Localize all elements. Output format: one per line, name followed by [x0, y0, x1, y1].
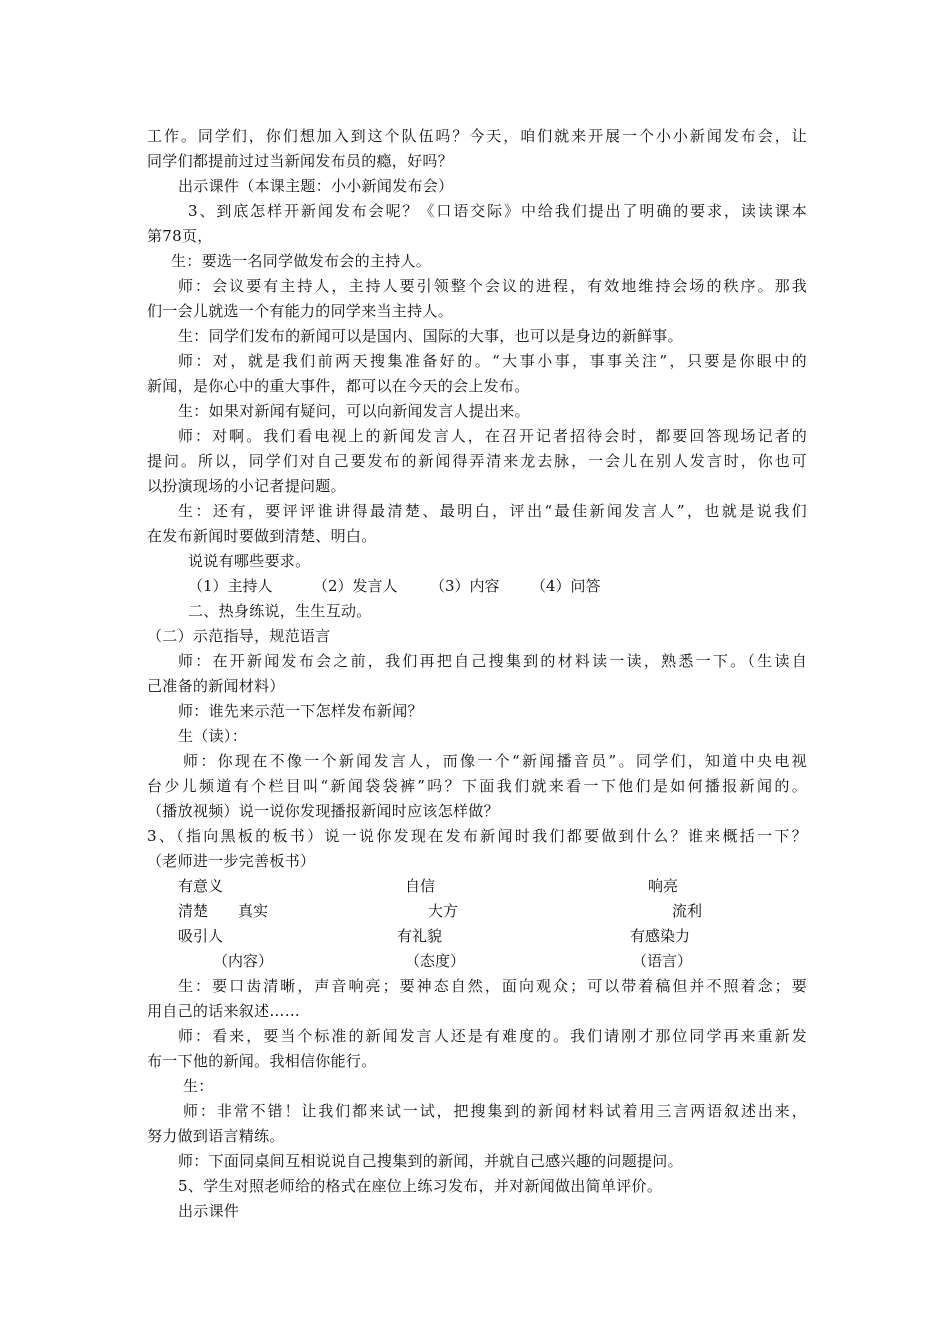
paragraph-line: 生：还有，要评评谁讲得最清楚、最明白，评出“最佳新闻发言人”，也就是说我们: [178, 502, 807, 520]
requirement-item: （3）内容: [430, 577, 500, 595]
paragraph-line: 以扮演现场的小记者提问题。: [147, 477, 346, 495]
paragraph-line: 师：下面同桌间互相说说自己搜集到的新闻，并就自己感兴趣的问题提问。: [178, 1152, 683, 1170]
paragraph-line: 3、到底怎样开新闻发布会呢？《口语交际》中给我们提出了明确的要求，读读课本: [188, 202, 807, 220]
paragraph-line: 生：: [183, 1077, 214, 1095]
paragraph-line: 师：会议要有主持人，主持人要引领整个会议的进程，有效地维持会场的秩序。那我: [178, 277, 807, 295]
paragraph-line: （播放视频）说一说你发现播报新闻时应该怎样做？: [147, 802, 499, 820]
board-category: （内容）: [213, 952, 274, 970]
paragraph-line: 生（读）：: [178, 727, 248, 745]
paragraph-line: 出示课件: [178, 1202, 240, 1220]
paragraph-line: 师：你现在不像一个新闻发言人，而像一个“新闻播音员”。同学们，知道中央电视: [183, 752, 807, 770]
paragraph-line: 师：对，就是我们前两天搜集准备好的。“大事小事，事事关注”，只要是你眼中的: [178, 352, 807, 370]
board-category: （态度）: [405, 952, 466, 970]
paragraph-line: 师：非常不错！让我们都来试一试，把搜集到的新闻材料试着用三言两语叙述出来，: [183, 1102, 807, 1120]
paragraph-line: 生：如果对新闻有疑问，可以向新闻发言人提出来。: [178, 402, 530, 420]
paragraph-line: 生：同学们发布的新闻可以是国内、国际的大事，也可以是身边的新鲜事。: [178, 327, 683, 345]
paragraph-line: 师：谁先来示范一下怎样发布新闻？: [178, 702, 423, 720]
paragraph-line: 己准备的新闻材料）: [147, 677, 285, 695]
paragraph-line: 生：要选一名同学做发布会的主持人。: [171, 252, 432, 270]
board-word: 吸引人: [178, 927, 224, 945]
paragraph-line: 提问。所以，同学们对自己要发布的新闻得弄清来龙去脉，一会儿在别人发言时，你也可: [147, 452, 807, 470]
paragraph-line: 台少儿频道有个栏目叫“新闻袋袋裤”吗？下面我们就来看一下他们是如何播报新闻的。: [147, 777, 807, 795]
requirement-item: （4）问答: [531, 577, 601, 595]
requirement-item: （1）主持人: [188, 577, 273, 595]
paragraph-line: （老师进一步完善板书）: [147, 852, 316, 870]
board-word: 大方: [428, 902, 459, 920]
paragraph-line: 5、学生对照老师给的格式在座位上练习发布，并对新闻做出简单评价。: [178, 1177, 663, 1195]
board-category: （语言）: [632, 952, 693, 970]
paragraph-line: 出示课件（本课主题：小小新闻发布会）: [178, 177, 454, 195]
paragraph-line: 生：要口齿清晰，声音响亮；要神态自然，面向观众；可以带着稿但并不照着念；要: [178, 977, 807, 995]
requirement-item: （2）发言人: [313, 577, 398, 595]
board-word: 有意义: [178, 877, 224, 895]
paragraph-line: 们一会儿就选一个有能力的同学来当主持人。: [147, 302, 454, 320]
paragraph-line: 布一下他的新闻。我相信你能行。: [147, 1052, 377, 1070]
section-heading: 二、热身练说，生生互动。: [188, 602, 372, 620]
board-word: 真实: [238, 902, 269, 920]
paragraph-line: 在发布新闻时要做到清楚、明白。: [147, 527, 377, 545]
paragraph-line: 师：对啊。我们看电视上的新闻发言人，在召开记者招待会时，都要回答现场记者的: [178, 427, 807, 445]
board-word: 有感染力: [630, 927, 691, 945]
board-word: 自信: [405, 877, 436, 895]
section-heading: （二）示范指导，规范语言: [147, 627, 331, 645]
paragraph-line: 努力做到语言精练。: [147, 1127, 285, 1145]
paragraph-line: 新闻，是你心中的重大事件，都可以在今天的会上发布。: [147, 377, 530, 395]
board-word: 响亮: [648, 877, 679, 895]
paragraph-line: 师：看来，要当个标准的新闻发言人还是有难度的。我们请刚才那位同学再来重新发: [178, 1027, 807, 1045]
paragraph-line: 同学们都提前过过当新闻发布员的瘾，好吗？: [147, 152, 454, 170]
paragraph-line: 说说有哪些要求。: [188, 552, 311, 570]
board-word: 有礼貌: [397, 927, 443, 945]
paragraph-line: 第78页，: [147, 227, 213, 245]
paragraph-line: 3、（指向黑板的板书）说一说你发现在发布新闻时我们都要做到什么？谁来概括一下？: [147, 827, 807, 845]
paragraph-line: 工作。同学们，你们想加入到这个队伍吗？今天，咱们就来开展一个小小新闻发布会，让: [147, 127, 807, 145]
paragraph-line: 用自己的话来叙述……: [147, 1002, 301, 1020]
board-word: 流利: [672, 902, 703, 920]
paragraph-line: 师：在开新闻发布会之前，我们再把自己搜集到的材料读一读，熟悉一下。（生读自: [178, 652, 807, 670]
board-word: 清楚: [178, 902, 209, 920]
